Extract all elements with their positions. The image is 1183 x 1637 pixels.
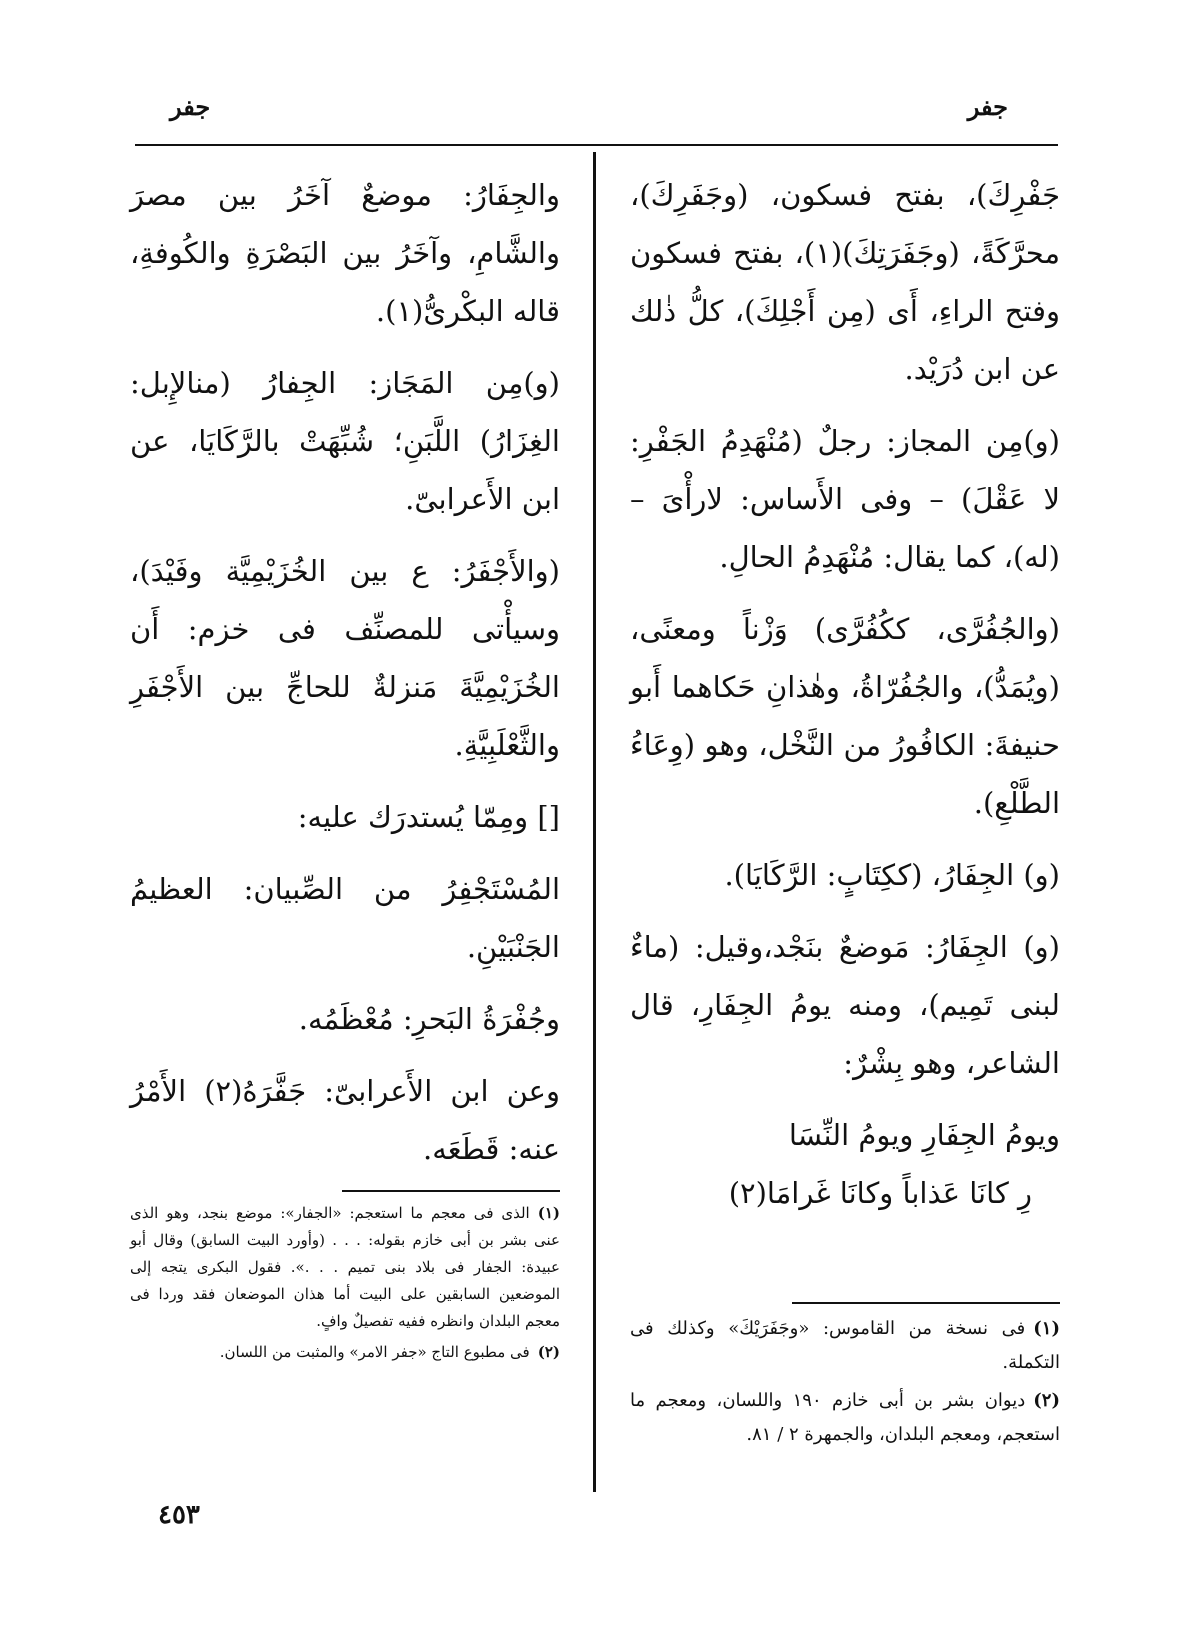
paragraph: المُسْتَجْفِرُ من الصِّبيان: العظيمُ الجَنْبَيْنِ.	[130, 872, 560, 964]
paragraph: وعن ابن الأَعرابىّ: جَفَّرَهُ(٢) الأَمْرُ عنه: قَطَعَه.	[130, 1074, 560, 1166]
running-head-left: جفر	[170, 92, 211, 121]
verse-line-1: ويومُ الجِفَارِ ويومُ النِّسَا	[788, 1118, 1060, 1152]
footnotes-right	[630, 1312, 1060, 1456]
verse	[630, 1106, 1060, 1222]
paragraph: [] ومِمّا يُستدرَك عليه:	[297, 800, 560, 834]
footnote	[130, 1339, 560, 1366]
page-number: ٤٥٣	[158, 1500, 200, 1530]
running-head-right: جفر	[967, 92, 1008, 121]
paragraph: وجُفْرَةُ البَحرِ: مُعْظَمُه.	[298, 1002, 560, 1036]
footnote-number: (٢)	[537, 1343, 560, 1361]
footnote-text: فى نسخة من القاموس: «وجَفَرَيْكَ» وكذلك فى التكملة.	[630, 1318, 1060, 1373]
footnote-number: (١)	[1033, 1318, 1060, 1339]
footnote-number: (١)	[537, 1204, 560, 1222]
footnote	[130, 1200, 560, 1335]
paragraph: (والأَجْفَرُ: ع بين الخُزَيْمِيَّة وفَيْدَ)، وسيأْتى للمصنِّف فى خزم: أَن الخُزَيْمِيَّةَ مَنزلةٌ للحاجِّ بين الأَجْفَرِ والثَّعْلَبِيَّةِ.	[130, 554, 560, 762]
header-rule	[135, 144, 1058, 146]
column-divider	[593, 152, 596, 1492]
footnote-number: (٢)	[1033, 1390, 1060, 1411]
left-column	[130, 166, 560, 1192]
paragraph: (والجُفُرَّى، ككُفُرَّى) وَزْناً ومعنًى، (ويُمَدُّ)، والجُفُرّاةُ، وهٰذانِ حَكاهما أَبو حنيفةَ: الكافُورُ من النَّخْل، وهو (وِعَاءُ الطَّلْعِ).	[630, 612, 1060, 820]
footnote-rule-right	[792, 1302, 1060, 1304]
footnote	[630, 1312, 1060, 1380]
paragraph: (و)مِن المَجَاز: الجِفارُ (منالإِبل: الغِزَارُ) اللَّبَنِ؛ شُبِّهَتْ بالرَّكَايَا، عن ابن الأَعرابىّ.	[130, 366, 560, 516]
paragraph: (و) الجِفَارُ، (ككِتَابٍ: الرَّكَايَا).	[724, 858, 1060, 892]
paragraph: (و) الجِفَارُ: مَوضعٌ بنَجْد،وقيل: (ماءٌ لبنى تَمِيم)، ومنه يومُ الجِفَارِ، قال الشاعر، وهو بِشْرٌ:	[630, 930, 1060, 1080]
footnote-rule-left	[342, 1190, 560, 1192]
verse-line-2: رِ كانَا عَذاباً وكانَا غَرامَا(٢)	[728, 1176, 1032, 1210]
right-column	[630, 166, 1060, 1222]
footnotes-left	[130, 1200, 560, 1370]
paragraph: والجِفَارُ: موضعٌ آخَرُ بين مصرَ والشَّامِ، وآخَرُ بين البَصْرَةِ والكُوفةِ، قاله البكْرىُّ(١).	[130, 178, 560, 328]
footnote-text: فى مطبوع التاج «جفر الامر» والمثبت من اللسان.	[219, 1343, 530, 1361]
paragraph: جَفْرِكَ)، بفتح فسكون، (وجَفَرِكَ)، محرَّكَةً، (وجَفَرَتِكَ)(١)، بفتح فسكون وفتح الراءِ، أَى (مِن أَجْلِكَ)، كلُّ ذٰلك عن ابن دُرَيْد.	[630, 178, 1060, 386]
footnote-text: ديوان بشر بن أبى خازم ١٩٠ واللسان، ومعجم ما استعجم، ومعجم البلدان، والجمهرة ٢ / ٨١.	[630, 1390, 1060, 1445]
footnote-text: الذى فى معجم ما استعجم: «الجفار»: موضع بنجد، وهو الذى عنى بشر بن أبى خازم بقوله: . . . (وأورد البيت السابق) وقال أبو عبيدة: الجفار فى بلاد بنى تميم . . .». فقول البكرى يتجه إلى الموضعين السابقين على البيت أما هذان الموضعان فقد وردا فى معجم البلدان وانظره ففيه تفصيلٌ وافٍ.	[130, 1204, 560, 1330]
footnote	[630, 1384, 1060, 1452]
paragraph: (و)مِن المجاز: رجلٌ (مُنْهَدِمُ الجَفْرِ: لا عَقْلَ) – وفى الأَساس: لارأْىَ – (له)، كما يقال: مُنْهَدِمُ الحالِ.	[630, 424, 1060, 574]
